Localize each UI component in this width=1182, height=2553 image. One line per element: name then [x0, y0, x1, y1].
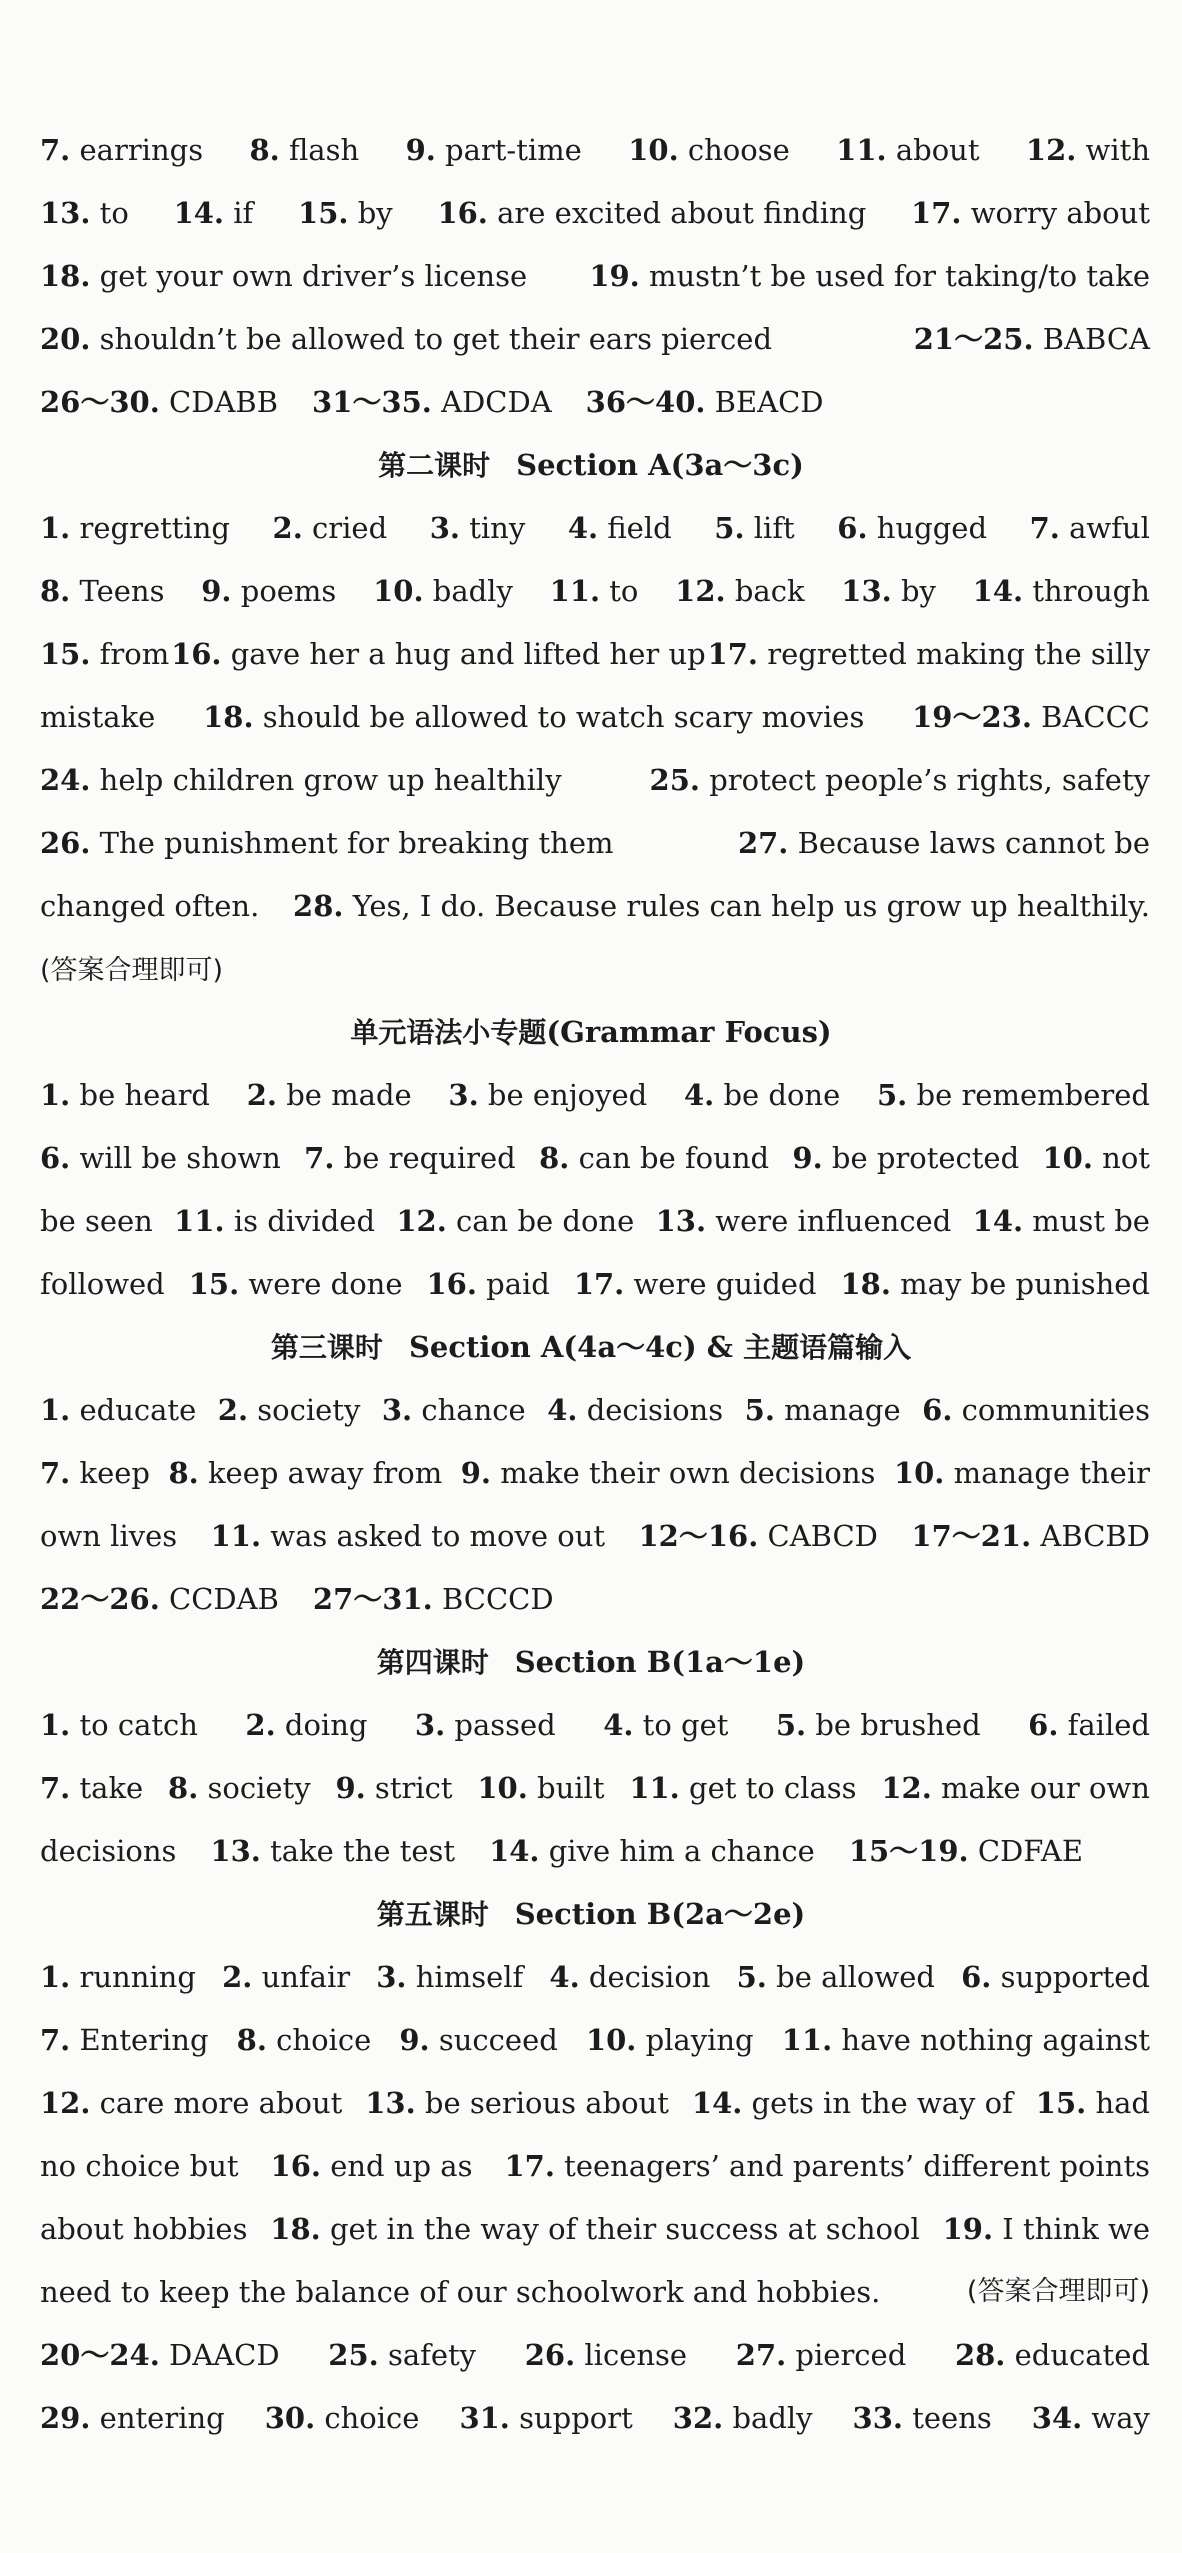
answer-line: be seen 11. is divided 12. can be done 13. were influenced 14. must be: [40, 1204, 1150, 1238]
answer-line: 26. The punishment for breaking them 27. Because laws cannot be: [40, 826, 1150, 860]
answer-line: 1. running 2. unfair 3. himself 4. decision 5. be allowed 6. supported: [40, 1960, 1150, 1994]
answer-line: 15. from 16. gave her a hug and lifted her up 17. regretted making the silly: [40, 637, 1150, 671]
answer-line: 12. care more about 13. be serious about 14. gets in the way of 15. had: [40, 2086, 1150, 2120]
answer-line: 18. get your own driver’s license 19. mustn’t be used for taking/to take: [40, 259, 1150, 293]
answer-line: 1. regretting 2. cried 3. tiny 4. field 5. lift 6. hugged 7. awful: [40, 511, 1150, 545]
section-heading: 第三课时 Section A(4a～4c) & 主题语篇输入: [270, 1330, 912, 1364]
answer-line: 1. to catch 2. doing 3. passed 4. to get 5. be brushed 6. failed: [40, 1708, 1150, 1742]
answer-line: 7. earrings 8. flash 9. part-time 10. choose 11. about 12. with: [40, 133, 1150, 167]
answer-line: about hobbies 18. get in the way of their success at school 19. I think we: [40, 2212, 1150, 2246]
answer-line: 1. be heard 2. be made 3. be enjoyed 4. be done 5. be remembered: [40, 1078, 1150, 1112]
answer-line: 20～24. DAACD 25. safety 26. license 27. pierced 28. educated: [40, 2338, 1150, 2372]
answer-line: own lives 11. was asked to move out 12～16. CABCD 17～21. ABCBD: [40, 1519, 1150, 1553]
answer-line: followed 15. were done 16. paid 17. were guided 18. may be punished: [40, 1267, 1150, 1301]
answer-line: changed often. 28. Yes, I do. Because rules can help us grow up healthily.: [40, 889, 1150, 923]
section-heading: 第五课时 Section B(2a～2e): [376, 1897, 806, 1931]
answer-line: 13. to 14. if 15. by 16. are excited about finding 17. worry about: [40, 196, 1150, 230]
answer-line: 29. entering 30. choice 31. support 32. badly 33. teens 34. way: [40, 2401, 1150, 2435]
section-heading: 第二课时 Section A(3a～3c): [378, 448, 804, 482]
answer-line: 8. Teens 9. poems 10. badly 11. to 12. back 13. by 14. through: [40, 574, 1150, 608]
answer-line: need to keep the balance of our schoolwork and hobbies. (答案合理即可): [40, 2275, 1150, 2309]
answer-line: no choice but 16. end up as 17. teenagers’ and parents’ different points: [40, 2149, 1150, 2183]
answer-line: 7. Entering 8. choice 9. succeed 10. playing 11. have nothing against: [40, 2023, 1150, 2057]
answer-line: 6. will be shown 7. be required 8. can be found 9. be protected 10. not: [40, 1141, 1150, 1175]
answer-line: 1. educate 2. society 3. chance 4. decisions 5. manage 6. communities: [40, 1393, 1150, 1427]
answer-note: (答案合理即可): [40, 955, 224, 986]
answer-line: 7. keep 8. keep away from 9. make their own decisions 10. manage their: [40, 1456, 1150, 1490]
answer-line: 20. shouldn’t be allowed to get their ears pierced 21～25. BABCA: [40, 322, 1150, 356]
answer-line: decisions 13. take the test 14. give him a chance 15～19. CDFAE: [40, 1834, 1083, 1868]
answer-line: 24. help children grow up healthily 25. protect people’s rights, safety: [40, 763, 1150, 797]
answer-line: 22～26. CCDAB 27～31. BCCCD: [40, 1582, 554, 1616]
answer-line: 26～30. CDABB 31～35. ADCDA 36～40. BEACD: [40, 385, 824, 419]
section-heading: 第四课时 Section B(1a～1e): [376, 1645, 806, 1679]
answer-line: mistake 18. should be allowed to watch scary movies 19～23. BACCC: [40, 700, 1150, 734]
answer-line: 7. take 8. society 9. strict 10. built 11. get to class 12. make our own: [40, 1771, 1150, 1805]
section-heading: 单元语法小专题(Grammar Focus): [350, 1015, 832, 1049]
